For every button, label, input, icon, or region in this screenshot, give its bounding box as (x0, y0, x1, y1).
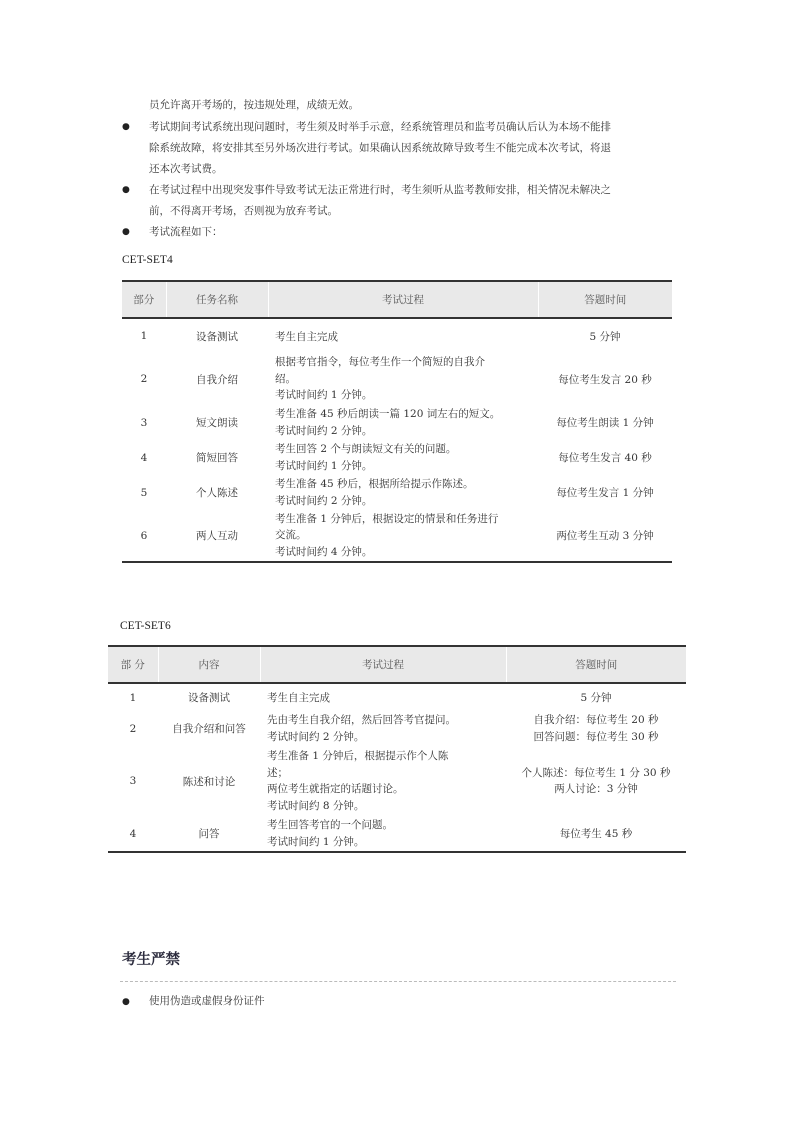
time-cell: 5 分钟 (589, 330, 621, 343)
bullet-text-3: 考试流程如下： (149, 226, 223, 238)
part-cell: 3 (140, 416, 148, 429)
process-cell: 考生自主完成 (275, 330, 338, 343)
section-heading: 考生严禁 (122, 952, 180, 968)
set6-header-row (108, 646, 686, 683)
table-row (108, 711, 686, 746)
bullet-icon: ● (122, 997, 130, 1007)
set6-header-time: 答题时间 (506, 646, 686, 683)
part-cell: 5 (140, 486, 148, 499)
bullet-icon: ● (122, 185, 130, 195)
name-cell: 个人陈述 (196, 487, 238, 499)
table-row (108, 816, 686, 852)
time-cell: 两位考生互动 3 分钟 (556, 530, 654, 542)
process-cell: 考生准备 1 分钟后，根据设定的情景和任务进行 交流。 考试时间约 4 分钟。 (275, 512, 499, 558)
bullet-text-1: 考试期间考试系统出现问题时，考生须及时举手示意，经系统管理员和监考员确认后认为本场不能排 除系统故障，将安排其至另外场次进行考试。如果确认因系统故障导致考生不能完成本次考试，将退 还本次考试费。 (149, 121, 611, 175)
time-cell: 每位考生 45 秒 (559, 828, 633, 840)
bullet-icon: ● (122, 227, 130, 237)
time-cell: 5 分钟 (580, 692, 612, 704)
part-cell: 4 (140, 451, 148, 464)
table-row (108, 746, 686, 816)
set6-header-part: 部 分 (120, 659, 145, 671)
time-cell: 每位考生发言 40 秒 (558, 452, 652, 464)
process-cell: 根据考官指令，每位考生作一个简短的自我介 绍。 考试时间约 1 分钟。 (275, 356, 485, 402)
name-cell: 简短回答 (196, 452, 238, 464)
name-cell: 设备测试 (188, 692, 230, 704)
time-cell: 每位考生发言 1 分钟 (556, 487, 654, 499)
set4-header-part: 部分 (133, 294, 155, 306)
table-row (122, 475, 672, 510)
bullet-text-2: 在考试过程中出现突发事件导致考试无法正常进行时，考生须听从监考教师安排，相关情况未解决之 前，不得离开考场，否则视为放弃考试。 (149, 184, 611, 217)
set6-header-name: 内容 (158, 646, 260, 683)
set4-header-row (122, 281, 672, 318)
set6-table (108, 645, 686, 853)
part-cell: 6 (140, 529, 148, 542)
process-cell: 考生准备 45 秒后朗读一篇 120 词左右的短文。 考试时间约 2 分钟。 (275, 408, 501, 437)
table-row (122, 318, 672, 353)
table-row (122, 405, 672, 440)
part-cell: 1 (140, 330, 148, 342)
table-row (122, 440, 672, 475)
process-cell: 考生准备 45 秒后，根据所给提示作陈述。 考试时间约 2 分钟。 (275, 478, 474, 507)
name-cell: 自我介绍和问答 (172, 723, 246, 735)
part-cell: 3 (129, 775, 137, 787)
name-cell: 陈述和讨论 (182, 775, 236, 788)
table-row (122, 510, 672, 562)
name-cell: 短文朗读 (196, 417, 238, 429)
set4-header-time: 答题时间 (538, 281, 672, 318)
set4-header-name: 任务名称 (166, 281, 268, 318)
process-cell: 考生准备 1 分钟后，根据提示作个人陈 述； 两位考生就指定的话题讨论。 考试时间约 8 分钟。 (267, 750, 449, 812)
process-cell: 先由考生自我介绍，然后回答考官提问。 考试时间约 2 分钟。 (267, 714, 456, 743)
time-cell: 个人陈述：每位考生 1 分 30 秒 两人讨论：3 分钟 (521, 766, 671, 795)
prohibited-item-1: 使用伪造或虚假身份证件 (149, 995, 265, 1007)
set4-table (122, 280, 672, 563)
process-cell: 考生自主完成 (267, 692, 330, 704)
time-cell: 自我介绍：每位考生 20 秒 回答问题：每位考生 30 秒 (533, 714, 659, 743)
part-cell: 2 (140, 373, 148, 385)
name-cell: 问答 (198, 828, 220, 840)
table-row (108, 683, 686, 711)
dashed-divider (120, 981, 676, 982)
name-cell: 两人互动 (196, 530, 238, 542)
set4-header-process: 考试过程 (268, 281, 538, 318)
intro-line-0: 员允许离开考场的，按违规处理，成绩无效。 (149, 99, 359, 111)
process-cell: 考生回答 2 个与朗读短文有关的问题。 考试时间约 1 分钟。 (275, 443, 457, 472)
time-cell: 每位考生发言 20 秒 (558, 373, 652, 386)
bullet-icon: ● (122, 122, 130, 132)
time-cell: 每位考生朗读 1 分钟 (556, 417, 654, 429)
part-cell: 1 (129, 691, 137, 704)
name-cell: 设备测试 (196, 330, 238, 343)
part-cell: 4 (129, 827, 137, 840)
table-row (122, 353, 672, 405)
set4-label: CET-SET4 (122, 254, 173, 266)
name-cell: 自我介绍 (196, 373, 238, 386)
set6-header-process: 考试过程 (260, 646, 506, 683)
process-cell: 考生回答考官的一个问题。 考试时间约 1 分钟。 (267, 819, 393, 848)
part-cell: 2 (129, 722, 137, 735)
set6-label: CET-SET6 (120, 620, 171, 632)
